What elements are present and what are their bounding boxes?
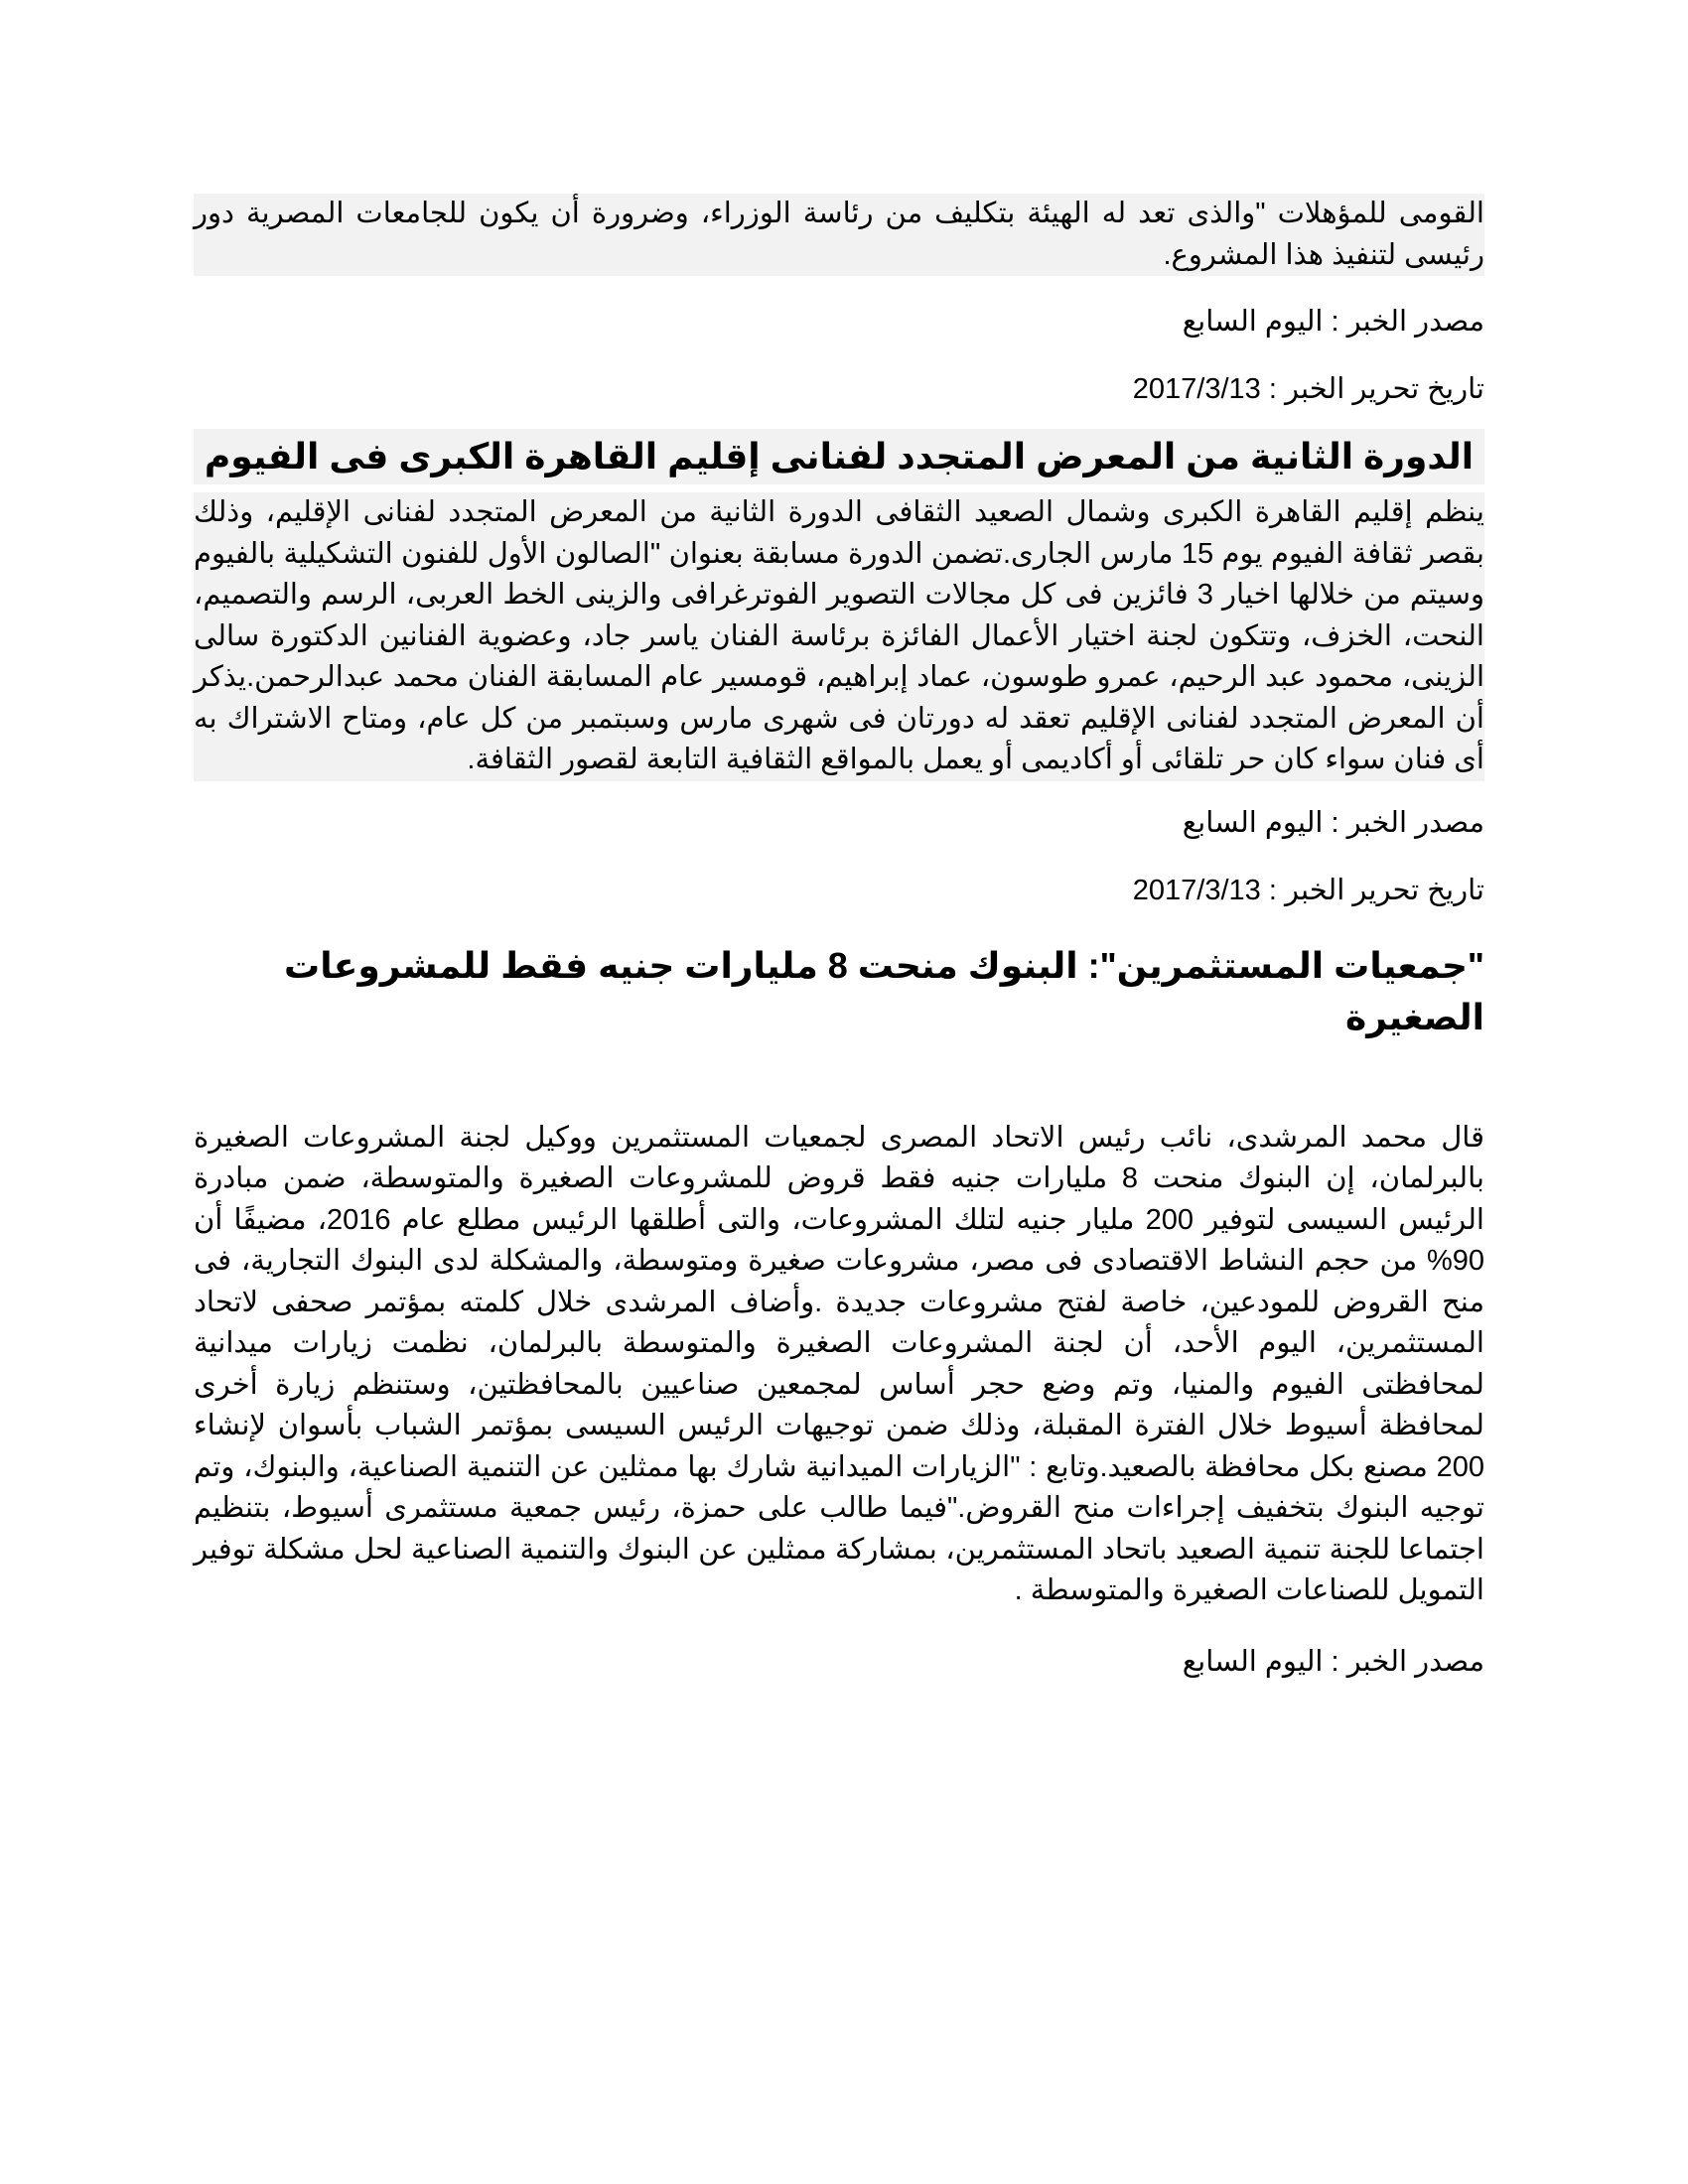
- article-2-source: مصدر الخبر : اليوم السابع: [1182, 806, 1484, 839]
- article-1-body: القومى للمؤهلات "والذى تعد له الهيئة بتكليف من رئاسة الوزراء، وضرورة أن يكون للجامعات المصرية دور رئيسى لتنفيذ هذا المشروع.: [194, 194, 1484, 276]
- article-2-title-box: [194, 429, 1484, 484]
- article-3-source: مصدر الخبر : اليوم السابع: [1182, 1645, 1484, 1678]
- article-2-title: الدورة الثانية من المعرض المتجدد لفنانى إقليم القاهرة الكبرى فى الفيوم: [204, 436, 1475, 477]
- article-1-date: تاريخ تحرير الخبر : 2017/3/13: [1132, 373, 1484, 405]
- article-1-source: مصدر الخبر : اليوم السابع: [1182, 306, 1484, 338]
- article-3-body: قال محمد المرشدى، نائب رئيس الاتحاد المصرى لجمعيات المستثمرين ووكيل لجنة المشروعات الصغيرة بالبرلمان، إن البنوك منحت 8 مليارات جنيه فقط قروض للمشروعات الصغيرة والمتوسطة، ضمن مبادرة الرئيس السيسى لتوفير 200 مليار جنيه لتلك المشروعات، والتى أطلقها الرئيس مطلع عام 2016، مضيفًا أن 90% من حجم النشاط الاقتصادى فى مصر، مشروعات صغيرة ومتوسطة، والمشكلة لدى البنوك التجارية، فى منح القروض للمودعين، خاصة لفتح مشروعات جديدة .وأضاف المرشدى خلال كلمته بمؤتمر صحفى لاتحاد المستثمرين، اليوم الأحد، أن لجنة المشروعات الصغيرة والمتوسطة بالبرلمان، نظمت زيارات ميدانية لمحافظتى الفيوم والمنيا، وتم وضع حجر أساس لمجمعين صناعيين بالمحافظتين، وستنظم زيارة أخرى لمحافظة أسيوط خلال الفترة المقبلة، وذلك ضمن توجيهات الرئيس السيسى بمؤتمر الشباب بأسوان لإنشاء 200 مصنع بكل محافظة بالصعيد.وتابع : "الزيارات الميدانية شارك بها ممثلين عن التنمية الصناعية، والبنوك، وتم توجيه البنوك بتخفيف إجراءات منح القروض."فيما طالب على حمزة، رئيس جمعية مستثمرى أسيوط، بتنظيم اجتماعا للجنة تنمية الصعيد باتحاد المستثمرين، بمشاركة ممثلين عن البنوك والتنمية الصناعية لحل مشكلة توفير التمويل للصناعات الصغيرة والمتوسطة .: [194, 1121, 1484, 1606]
- article-3-title: "جمعيات المستثمرين": البنوك منحت 8 مليارات جنيه فقط للمشروعات الصغيرة: [284, 944, 1484, 1037]
- article-2-body: ينظم إقليم القاهرة الكبرى وشمال الصعيد الثقافى الدورة الثانية من المعرض المتجدد لفنانى الإقليم، وذلك بقصر ثقافة الفيوم يوم 15 مارس الجارى.تضمن الدورة مسابقة بعنوان "الصالون الأول للفنون التشكيلية بالفيوم وسيتم من خلالها اخيار 3 فائزين فى كل مجالات التصوير الفوترغرافى والزينى الخط العربى، الرسم والتصميم، النحت، الخزف، وتتكون لجنة اختيار الأعمال الفائزة برئاسة الفنان ياسر جاد، وعضوية الفنانين الدكتورة سالى الزينى، محمود عبد الرحيم، عمرو طوسون، عماد إبراهيم، قومسير عام المسابقة الفنان محمد عبدالرحمن.يذكر أن المعرض المتجدد لفنانى الإقليم تعقد له دورتان فى شهرى مارس وسبتمبر من كل عام، ومتاح الاشتراك به أى فنان سواء كان حر تلقائى أو أكاديمى أو يعمل بالمواقع الثقافية التابعة لقصور الثقافة.: [194, 492, 1484, 781]
- document-page: [194, 194, 1484, 1682]
- article-2-date: تاريخ تحرير الخبر : 2017/3/13: [1132, 874, 1484, 906]
